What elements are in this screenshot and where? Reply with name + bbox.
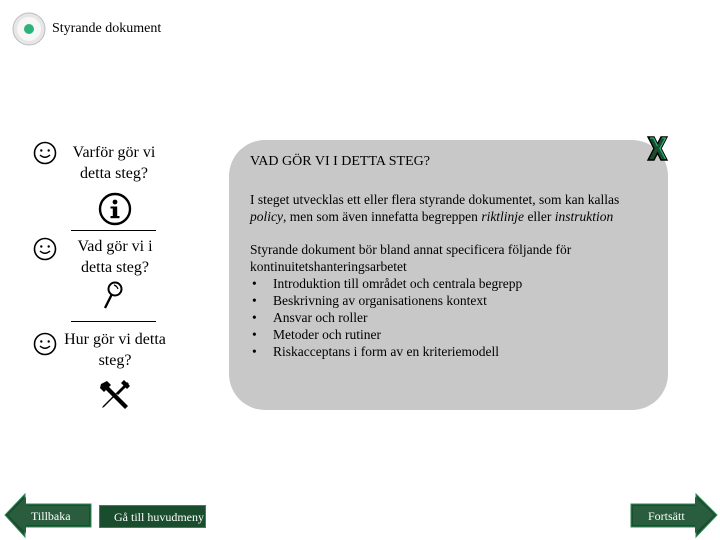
nav-why-link[interactable]: Varför gör vi detta steg? [72,144,156,182]
list-item: • Introduktion till området och centrala begrepp [250,275,522,292]
bulb-icon[interactable] [100,280,124,310]
back-button-label: Tillbaka [31,509,71,523]
nav-what-link[interactable]: Vad gör vi i detta steg? [77,238,153,276]
info-icon[interactable] [98,192,132,226]
back-button[interactable] [4,493,92,538]
separator [71,321,156,322]
nav-how-link[interactable]: Hur gör vi detta steg? [64,331,166,369]
next-button-label: Fortsätt [648,509,685,523]
page-title: Styrande dokument [52,21,162,36]
main-menu-button-label: Gå till huvudmeny [114,510,204,524]
smiley-icon [33,141,57,165]
close-icon[interactable] [645,135,670,162]
list-item: • Beskrivning av organisationens kontext [250,292,522,309]
tools-icon[interactable] [98,378,132,412]
smiley-icon [33,332,57,356]
separator [71,230,156,231]
list-item: • Ansvar och roller [250,309,522,326]
panel-intro-text: I steget utvecklas ett eller flera styrande dokumentet, som kan kallas policy, men som även innefatta begreppen riktlinje eller instruktion [250,192,620,224]
list-item: • Riskacceptans i form av en kriteriemodell [250,343,522,360]
panel-list-intro: Styrande dokument bör bland annat specificera följande för kontinuitetshanteringsarbetet [250,242,572,274]
main-menu-button[interactable] [99,505,206,528]
next-button[interactable] [630,493,718,538]
panel-title: VAD GÖR VI I DETTA STEG? [250,154,430,169]
bullet-list [250,275,522,360]
smiley-icon [33,237,57,261]
logo-icon [12,12,46,46]
list-item: • Metoder och rutiner [250,326,522,343]
